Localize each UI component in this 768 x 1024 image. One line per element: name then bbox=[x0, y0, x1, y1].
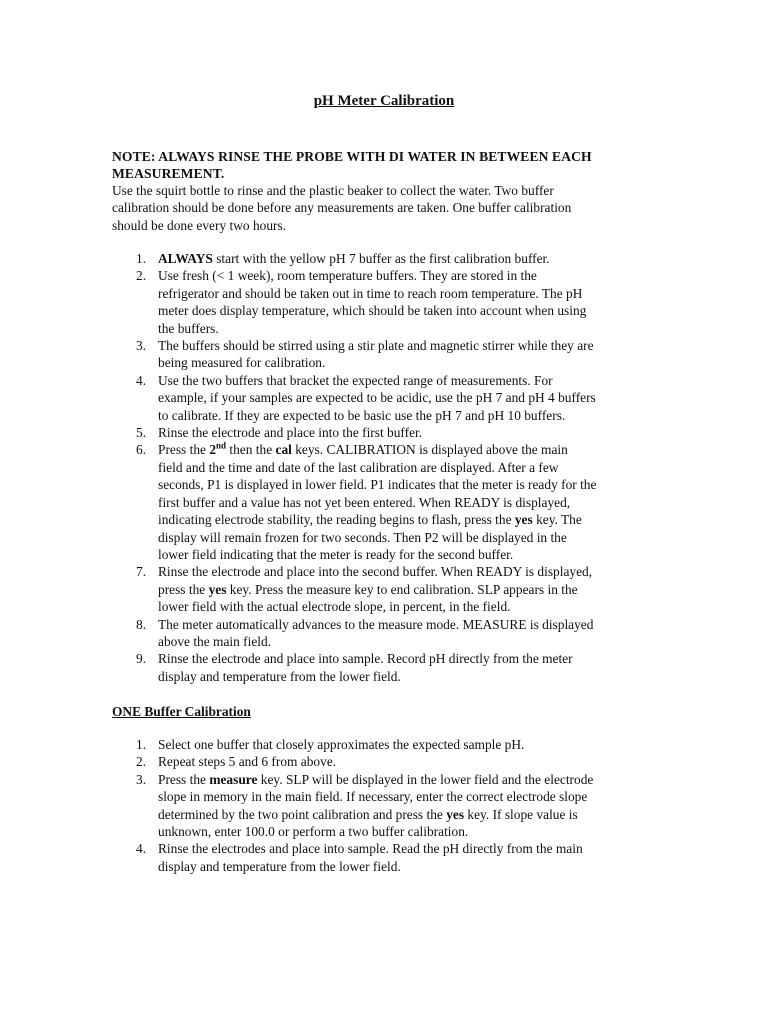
step-number: 6. bbox=[136, 442, 147, 458]
step-text: lower field indicating that the meter is ready for the second buffer. bbox=[158, 546, 514, 562]
intro-paragraph bbox=[112, 182, 672, 234]
step-text: keys. CALIBRATION is displayed above the main bbox=[291, 442, 568, 458]
step-text: the buffers. bbox=[158, 320, 219, 336]
intro-line: should be done every two hours. bbox=[112, 217, 287, 233]
step-text: Rinse the electrode and place into the second buffer. When READY is displayed, bbox=[158, 564, 593, 580]
superscript: nd bbox=[216, 441, 227, 451]
step-text: refrigerator and should be taken out in time to reach room temperature. The pH bbox=[158, 285, 583, 301]
key-name: cal bbox=[275, 442, 292, 458]
step-text: start with the yellow pH 7 buffer as the first calibration buffer. bbox=[212, 251, 550, 266]
section-heading: ONE Buffer Calibration bbox=[112, 704, 251, 719]
step-number: 3. bbox=[136, 338, 147, 354]
step-text: to calibrate. If they are expected to be basic use the pH 7 and pH 10 buffers. bbox=[158, 407, 566, 423]
step-text: Rinse the electrode and place into the first buffer. bbox=[158, 425, 423, 441]
step-number: 3. bbox=[136, 771, 147, 787]
list-item bbox=[112, 337, 672, 372]
step-number: 4. bbox=[136, 841, 147, 857]
step-number: 2. bbox=[136, 268, 147, 284]
step-text: key. Press the measure key to end calibration. SLP appears in the bbox=[226, 581, 578, 597]
step-text: Press the bbox=[158, 771, 210, 787]
note-line: NOTE: ALWAYS RINSE THE PROBE WITH DI WATER IN BETWEEN EACH bbox=[112, 149, 592, 164]
step-text: example, if your samples are expected to be acidic, use the pH 7 and pH 4 buffers bbox=[158, 390, 596, 406]
step-text: key. The bbox=[532, 512, 582, 528]
list-item bbox=[112, 650, 672, 685]
step-number: 5. bbox=[136, 425, 147, 441]
list-item bbox=[112, 736, 672, 753]
step-text: determined by the two point calibration and press the bbox=[158, 806, 447, 822]
step-text: being measured for calibration. bbox=[158, 355, 326, 371]
step-number: 8. bbox=[136, 616, 147, 632]
step-text: lower field with the actual electrode slope, in percent, in the field. bbox=[158, 599, 511, 615]
note-warning bbox=[112, 148, 672, 182]
step-text: key. If slope value is bbox=[464, 806, 578, 822]
key-name: yes bbox=[446, 806, 465, 822]
step-text: Use the two buffers that bracket the expected range of measurements. For bbox=[158, 372, 553, 388]
step-text: Repeat steps 5 and 6 from above. bbox=[158, 754, 337, 770]
list-item bbox=[112, 616, 672, 651]
step-text: display will remain frozen for two seconds. Then P2 will be displayed in the bbox=[158, 529, 567, 545]
step-text: seconds, P1 is displayed in lower field. P1 indicates that the meter is ready for the bbox=[158, 477, 597, 493]
step-text: first buffer and a value has not yet been entered. When READY is displayed, bbox=[158, 494, 571, 510]
step-text: field and the time and date of the last calibration are displayed. After a few bbox=[158, 459, 559, 475]
list-item bbox=[112, 250, 672, 267]
list-item bbox=[112, 840, 672, 875]
step-text: meter does display temperature, which should be taken into account when using bbox=[158, 303, 587, 319]
page-title: pH Meter Calibration bbox=[313, 93, 455, 109]
step-text: Use fresh (< 1 week), room temperature buffers. They are stored in the bbox=[158, 268, 537, 284]
step-text: Select one buffer that closely approximates the expected sample pH. bbox=[158, 737, 525, 752]
list-item bbox=[112, 563, 672, 615]
step-text: unknown, enter 100.0 or perform a two buffer calibration. bbox=[158, 824, 469, 840]
step-text: Rinse the electrodes and place into sample. Read the pH directly from the main bbox=[158, 841, 583, 857]
step-text: then the bbox=[226, 442, 276, 458]
step-text: indicating electrode stability, the reading begins to flash, press the bbox=[158, 512, 515, 528]
step-number: 9. bbox=[136, 651, 147, 667]
step-text: display and temperature from the lower field. bbox=[158, 668, 401, 684]
step-text: display and temperature from the lower field. bbox=[158, 858, 401, 874]
key-name: measure bbox=[209, 771, 258, 787]
step-text: The meter automatically advances to the measure mode. MEASURE is displayed bbox=[158, 616, 594, 632]
step-number: 7. bbox=[136, 564, 147, 580]
step-text: above the main field. bbox=[158, 633, 272, 649]
list-item bbox=[112, 424, 672, 441]
step-text: key. SLP will be displayed in the lower field and the electrode bbox=[257, 771, 594, 787]
step-text: Rinse the electrode and place into sample. Record pH directly from the meter bbox=[158, 651, 573, 667]
two-buffer-steps bbox=[112, 250, 672, 685]
list-item bbox=[112, 372, 672, 424]
key-name: yes bbox=[208, 581, 227, 597]
step-number: 1. bbox=[136, 251, 147, 266]
key-name: yes bbox=[514, 512, 533, 528]
step-text: slope in memory in the main field. If necessary, enter the correct electrode slope bbox=[158, 789, 588, 805]
step-number: 2. bbox=[136, 754, 147, 770]
emphasis-text: ALWAYS bbox=[158, 251, 213, 266]
list-item bbox=[112, 753, 672, 770]
step-number: 1. bbox=[136, 737, 147, 752]
intro-line: Use the squirt bottle to rinse and the plastic beaker to collect the water. Two buffer bbox=[112, 183, 554, 198]
note-line: MEASUREMENT. bbox=[112, 166, 225, 181]
one-buffer-steps bbox=[112, 736, 672, 875]
intro-line: calibration should be done before any measurements are taken. One buffer calibration bbox=[112, 200, 572, 216]
key-name: 2 bbox=[209, 442, 217, 458]
list-item bbox=[112, 771, 672, 841]
list-item bbox=[112, 267, 672, 337]
step-number: 4. bbox=[136, 372, 147, 388]
step-text: The buffers should be stirred using a stir plate and magnetic stirrer while they are bbox=[158, 338, 594, 354]
step-text: press the bbox=[158, 581, 209, 597]
list-item bbox=[112, 441, 672, 563]
step-text: Press the bbox=[158, 442, 210, 458]
